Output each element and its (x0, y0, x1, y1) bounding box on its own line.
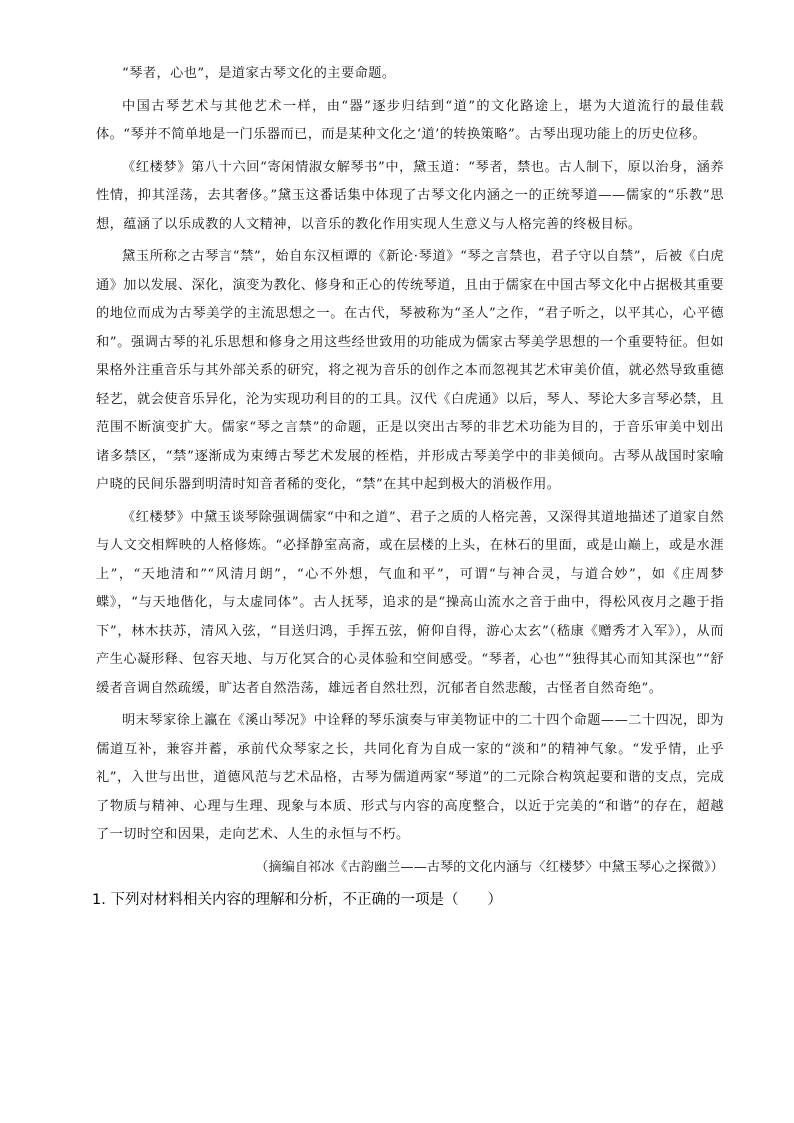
paragraph-1: “琴者，心也”，是道家古琴文化的主要命题。 (122, 66, 396, 81)
paragraph-3: 《红楼梦》第八十六回“寄闲情淑女解琴书”中，黛玉道：“琴者，禁也。古人制下，原以治身，涵养性情，抑其淫荡，去其奢侈。”黛玉这番话集中体现了古琴文化内涵之一的正统琴道——儒家的“乐教”思想，蕴涵了以乐成教的人文精神，以音乐的教化作用实现人生意义与人格完善的终极目标。 (96, 159, 724, 232)
paragraph-6: 明末琴家徐上瀛在《溪山琴况》中诠释的琴乐演奏与审美物证中的二十四个命题——二十四况，即为儒道互补，兼容并蓄，承前代众琴家之长，共同化育为自成一家的“淡和”的精神气象。“发乎情，止乎礼”，入世与出世，道德风范与艺术品格，古琴为儒道两家“琴道”的二元除合构筑起要和谐的支点，完成了物质与精神、心理与生理、现象与本质、形式与内容的高度整合，以近于完美的“和谐”的存在，超越了一切时空和因果，走向艺术、人生的永恒与不朽。 (96, 713, 724, 842)
paragraph-4: 黛玉所称之古琴言“禁”，始自东汉桓谭的《新论·琴道》“琴之言禁也，君子守以自禁”，后被《白虎通》加以发展、深化，演变为教化、修身和正心的传统琴道，且由于儒家在中国古琴文化中占据极其重要的地位而成为古琴美学的主流思想之一。在古代，琴被称为“圣人”之作，“君子听之，以平其心，心平德和”。强调古琴的礼乐思想和修身之用这些经世致用的功能成为儒家古琴美学思想的一个重要特征。但如果格外注重音乐与其外部关系的研究，将之视为音乐的创作之本而忽视其艺术审美价值，就必然导致重德轻艺，就会使音乐异化，沦为实现功利目的的工具。汉代《白虎通》以后，琴人、琴论大多言琴必禁，且范围不断演变扩大。儒家“琴之言禁”的命题，正是以突出古琴的非艺术功能为目的，于音乐审美中划出诸多禁区，“禁”逐渐成为束缚古琴艺术发展的桎梏，并形成古琴美学中的非美倾向。古琴从战国时家喻户晓的民间乐器到明清时知音者稀的变化，“禁”在其中起到极大的消极作用。 (96, 249, 724, 492)
paragraph-2: 中国古琴艺术与其他艺术一样，由“器”逐步归结到“道”的文化路途上，堪为大道流行的最佳载体。“琴并不简单地是一门乐器而已，而是某种文化之‘道’的转换策略”。古琴出现功能上的历史位移。 (96, 98, 724, 142)
question-1: 1. 下列对材料相关内容的理解和分析，不正确的一项是（ ） (92, 891, 502, 908)
document-page (92, 60, 724, 914)
source-citation: （摘编自祁冰《古韵幽兰——古琴的文化内涵与〈红楼梦〉中黛玉琴心之探微》） (255, 859, 724, 875)
paragraph-5: 《红楼梦》中黛玉谈琴除强调儒家“中和之道”、君子之质的人格完善，又深得其道地描述了道家自然与人文交相辉映的人格修炼。“必择静室高斋，或在层楼的上头，在林石的里面，或是山巅上，或是水涯上”，“天地清和”“风清月朗”，“心不外想，气血和平”，可谓“与神合灵，与道合妙”，如《庄周梦蝶》，“与天地偕化，与太虚同体”。古人抚琴，追求的是“操高山流水之音于曲中，得松风夜月之趣于指下”，林木扶苏，清风入弦，“目送归鸿，手挥五弦，俯仰自得，游心太玄”（嵇康《赠秀才入军》），从而产生心凝形释、包容天地、与万化冥合的心灵体验和空间感受。“琴者，心也”“独得其心而知其深也”“舒缓者音调自然疏缓，旷达者自然浩荡，雄远者自然壮烈，沉郁者自然悲酸，古怪者自然奇绝”。 (96, 509, 724, 696)
